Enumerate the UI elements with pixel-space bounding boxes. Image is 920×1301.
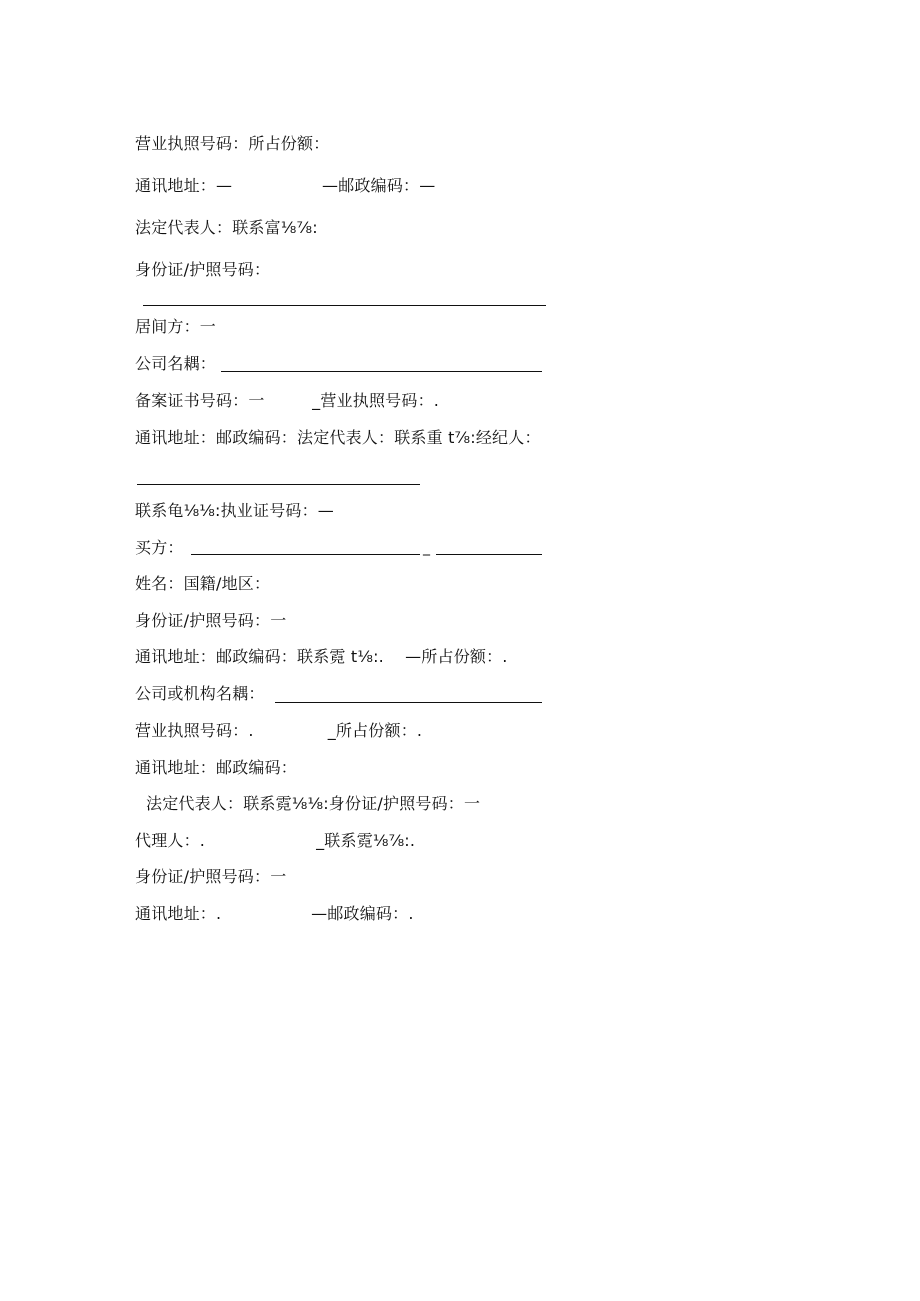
org-name-underline xyxy=(275,702,542,703)
buyer-underline-2 xyxy=(436,554,542,555)
org-name-label: 公司或机构名耦： xyxy=(135,684,265,703)
contact-license-line: 联系龟⅛⅛:执业证号码：— xyxy=(135,501,335,520)
address-postcode-line: 通讯地址：— —邮政编码：— xyxy=(135,176,436,195)
company-name-label: 公司名耦： xyxy=(135,354,217,373)
id-passport-line: 身份证/护照号码： xyxy=(135,260,271,279)
intermediary-party-line: 居间方：一 xyxy=(135,317,217,336)
legal-rep-contact-line: 法定代表人：联系富⅛⅞: xyxy=(135,218,318,237)
business-license-share-line: 营业执照号码：所占份额： xyxy=(135,134,330,153)
agent-address-postcode-line: 通讯地址：. —邮政编码：. xyxy=(135,904,414,923)
buyer-legal-rep-line: 法定代表人：联系霓⅛⅛:身份证/护照号码：一 xyxy=(146,794,481,813)
buyer-address-share-line: 通讯地址：邮政编码：联系霓 t⅛:. —所占份额：. xyxy=(135,647,508,666)
buyer-id-line: 身份证/护照号码：一 xyxy=(135,611,287,630)
buyer-underline-1 xyxy=(191,554,420,555)
buyer-label: 买方： xyxy=(135,538,184,557)
buyer-address-postcode-line: 通讯地址：邮政编码： xyxy=(135,758,298,777)
filing-cert-license-line: 备案证书号码：一 _营业执照号码：. xyxy=(135,391,440,410)
name-nationality-line: 姓名：国籍/地区： xyxy=(135,574,271,593)
company-name-underline xyxy=(221,371,542,372)
agent-id-line: 身份证/护照号码：一 xyxy=(135,867,287,886)
address-agent-line: 通讯地址：邮政编码：法定代表人：联系重 t⅞:经纪人： xyxy=(135,428,541,447)
buyer-license-share-line: 营业执照号码：. _所占份额：. xyxy=(135,721,423,740)
blank-underline xyxy=(143,305,546,306)
agent-underline xyxy=(137,484,420,485)
buyer-separator: _ xyxy=(423,540,431,556)
agent-contact-line: 代理人：. _联系霓⅛⅞:. xyxy=(135,831,416,850)
